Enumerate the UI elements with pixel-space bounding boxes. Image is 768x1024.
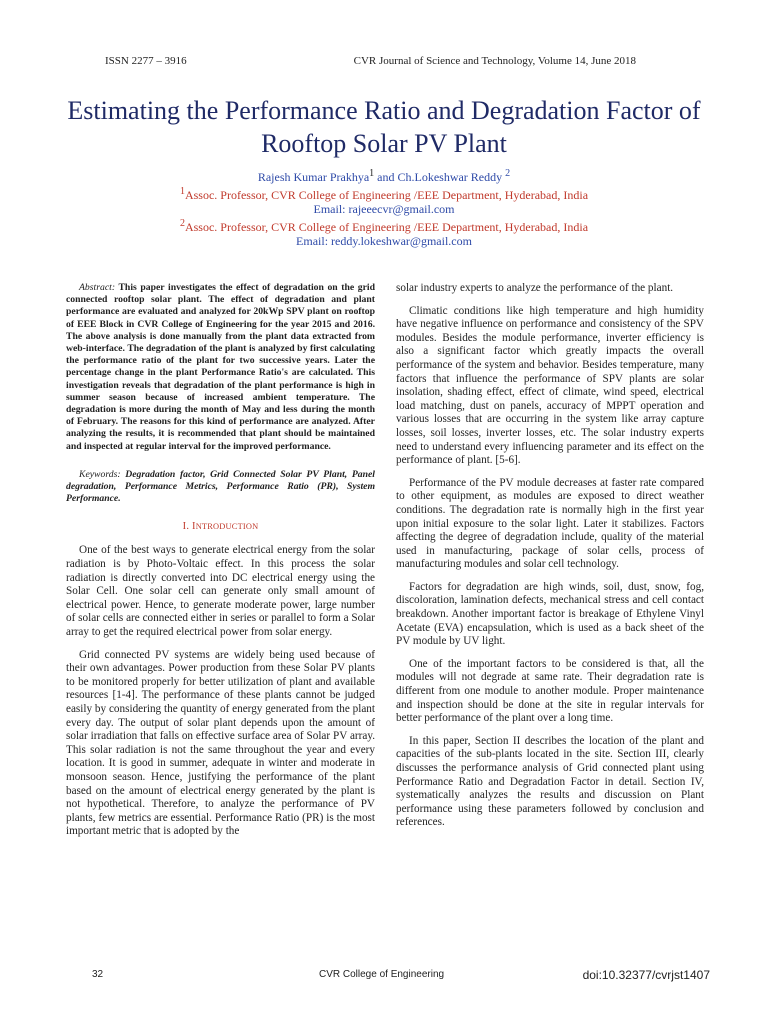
body-paragraph: One of the important factors to be considered is that, all the modules will not degrade at same rate. Their degradation rate is different from one module to another module. Proper maintenance and inspection should be done at the site in regular intervals for better performance of the plant over a long time. — [396, 657, 704, 725]
affiliation-1 — [40, 185, 728, 203]
section-number: I. — [182, 521, 192, 533]
left-body — [66, 544, 375, 838]
keywords-text: Degradation factor, Grid Connected Solar PV Plant, Panel degradation, Performance Metrics, Performance Ratio (PR), System Performance. — [66, 468, 375, 505]
author-names — [40, 167, 728, 185]
page-footer — [92, 969, 710, 983]
body-paragraph: solar industry experts to analyze the performance of the plant. — [396, 282, 674, 294]
page-number: 32 — [92, 969, 104, 980]
doi-link[interactable]: doi:10.32377/cvrjst1407 — [582, 968, 710, 982]
author-a-sup: 1 — [369, 168, 375, 179]
body-paragraph: Factors for degradation are high winds, soil, dust, snow, fog, discoloration, lamination defects, mechanical stress and cell contact breakdown. Another important factor is breakage of Ethylene Vinyl Acetate (EVA) encapsulation, which is used as a back sheet of the PV module by UV light. — [396, 580, 704, 648]
keywords-label: Keywords: — [79, 468, 121, 480]
author-join: and Ch.Lokeshwar Reddy — [374, 170, 506, 184]
affiliation-1-text: Assoc. Professor, CVR College of Engineering /EEE Department, Hyderabad, India — [184, 187, 589, 202]
body-paragraph: One of the best ways to generate electrical energy from the solar radiation is by Photo-Voltaic effect. In this process the solar radiation is directly converted into DC electrical energy using the Solar Cell. One solar cell can generate only small amount of electrical power. Hence, to generate moderate power, large number of solar cells are connected either in series or parallel to form a Solar array to get the required electrical power from solar energy. — [66, 544, 375, 639]
footer-college: CVR College of Engineering — [319, 969, 445, 980]
body-paragraph: Grid connected PV systems are widely being used because of their own advantages. Power production from these Solar PV plants to be monitored properly for better utilization of plant and available resources [1-4]. The performance of these plants cannot be judged easily by considering the quantity of energy generated from the plant every day. The output of solar plant depends upon the amount of solar irradiation that falls on effective surface area of Solar PV array. This solar radiation is not the same throughout the year and every location. It is good in summer, adequate in winter and moderate in monsoon season. Hence, justifying the performance of the plant based on the amount of electrical energy generated by the plant is not hypothetical. Therefore, to analyze the performance of PV plants, few metrics are essential. Performance Ratio (PR) is the most important metric that is adopted by the — [66, 648, 375, 838]
journal-label: CVR Journal of Science and Technology, Volume 14, June 2018 — [353, 55, 636, 67]
abstract-text: This paper investigates the effect of degradation on the grid connected rooftop solar plant. The effect of degradation and plant performance are evaluated and analyzed for 20kWp SPV plant on rooftop of EEE Block in CVR College of Engineering for the year 2015 and 2016. The above analysis is done manually from the plant data extracted from web-interface. The degradation of the plant is analyzed by first calculating the performance ratio of the plant for two successive years. Later the percentage change in the plant Performance Ratio's are calculated. This investigation reveals that degradation of the plant performance is high in summer season because of increased ambient temperature. The degradation is more during the month of May and less during the month of February. The reasons for this kind of performance are analyzed. After analyzing the results, it is recommended that plant should be maintained and inspected at regular interval for the improved performance. — [66, 282, 375, 452]
body-paragraph: Performance of the PV module decreases at faster rate compared to other equipment, as modules are exposed to direct weather conditions. The degradation rate is normally high in the first year upon initial exposure to the solar light. Later it stabilizes. Factors affecting the degree of degradation include, quality of the material used in manufacturing, package of solar cells, process of manufacturing modules and solar cell technology. — [396, 476, 704, 571]
section-heading-introduction — [66, 521, 375, 532]
running-header — [105, 55, 636, 69]
abstract — [66, 282, 375, 453]
body-paragraph: Climatic conditions like high temperature and high humidity have negative influence on performance and consistency of the SPV modules. Besides the module performance, inverter efficiency is also a significant factor which greatly impacts the overall performance of the system and behavior. Besides temperature, many factors that influence the performance of SPV plants are solar insolation, shading effect, effect of climate, wind speed, electrical load matching, dust on panels, accuracy of MPPT operation and various losses that are occurring in the system like array capture losses, soil losses, inverter losses, etc. The solar industry experts need to understand every influencing parameter and its effect on the performance of plant. [5-6]. — [396, 304, 704, 467]
email-1[interactable]: Email: rajeeecvr@gmail.com — [313, 202, 455, 216]
email-2[interactable]: Email: reddy.lokeshwar@gmail.com — [296, 234, 472, 248]
paper-title: Estimating the Performance Ratio and Degradation Factor of Rooftop Solar PV Plant — [67, 96, 701, 158]
author-b-sup: 2 — [505, 168, 511, 179]
abstract-label: Abstract: — [79, 282, 116, 293]
left-column — [66, 282, 375, 839]
section-rest: NTRODUCTION — [195, 522, 259, 532]
body-paragraph: In this paper, Section II describes the location of the plant and capacities of the sub-plants located in the site. Section III, clearly discusses the performance analysis of Grid connected plant using Performance Ratio and Degradation Factor in detail. Section IV, systematically analyzes the results and discussion on Plant performance using these parameters followed by conclusion and references. — [396, 734, 704, 829]
affiliation-2 — [40, 217, 728, 235]
section-first-letter: I — [191, 521, 196, 533]
author-name-a: Rajesh Kumar Prakhya — [257, 170, 370, 184]
affiliation-2-sup: 2 — [179, 217, 185, 229]
keywords — [66, 469, 375, 506]
author-block — [40, 167, 728, 249]
affiliation-2-text: Assoc. Professor, CVR College of Engineering /EEE Department, Hyderabad, India — [184, 219, 589, 234]
right-column — [396, 282, 704, 830]
affiliation-1-sup: 1 — [179, 185, 185, 197]
issn-label: ISSN 2277 – 3916 — [105, 55, 187, 67]
